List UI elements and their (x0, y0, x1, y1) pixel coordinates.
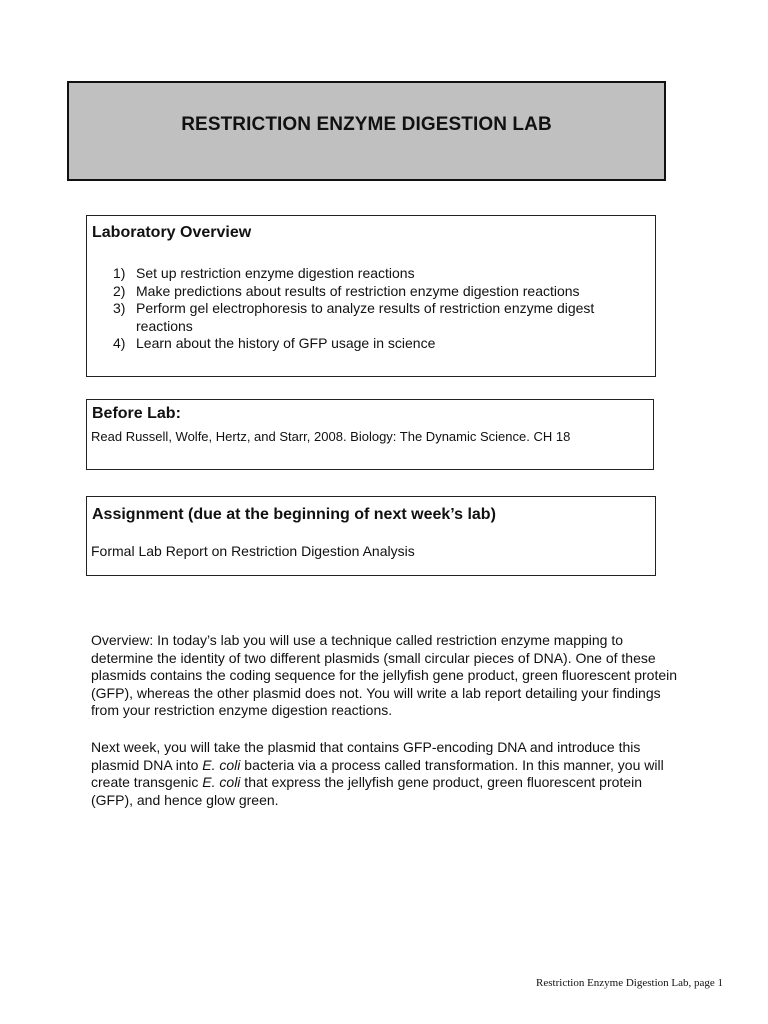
before-lab-heading: Before Lab: (92, 405, 181, 422)
laboratory-overview-box (86, 215, 656, 377)
list-item (113, 265, 636, 283)
next-week-paragraph (91, 739, 681, 809)
paragraph-text: bacteria via a process called transformation. In this manner, you will create transgenic (91, 756, 664, 791)
list-item (113, 335, 636, 353)
page-footer: Restriction Enzyme Digestion Lab, page 1 (536, 977, 723, 989)
list-item-number: 2) (113, 282, 126, 299)
before-lab-reading: Read Russell, Wolfe, Hertz, and Starr, 2008. Biology: The Dynamic Science. CH 18 (91, 429, 571, 444)
list-item-text: Make predictions about results of restriction enzyme digestion reactions (136, 282, 580, 299)
species-name: E. coli (202, 756, 241, 773)
paragraph-text: that express the jellyfish gene product, green fluorescent protein (GFP), and hence glow green. (91, 774, 642, 808)
list-item-number: 4) (113, 335, 126, 351)
assignment-heading: Assignment (due at the beginning of next week’s lab) (92, 506, 496, 523)
list-item-text: Perform gel electrophoresis to analyze results of restriction enzyme digest reactions (136, 300, 595, 334)
page-title: RESTRICTION ENZYME DIGESTION LAB (181, 114, 552, 135)
list-item (113, 300, 636, 335)
paragraph-text: Next week, you will take the plasmid that contains GFP-encoding DNA and introduce this plasmid DNA into (91, 739, 641, 773)
list-item-number: 1) (113, 265, 126, 281)
list-item-text: Learn about the history of GFP usage in science (136, 335, 436, 351)
overview-list (113, 265, 636, 353)
title-box (67, 81, 666, 181)
species-name: E. coli (202, 774, 241, 791)
list-item-number: 3) (113, 300, 126, 316)
list-item-text: Set up restriction enzyme digestion reactions (136, 265, 415, 281)
list-item (113, 283, 636, 301)
assignment-text: Formal Lab Report on Restriction Digestion Analysis (91, 543, 415, 559)
overview-paragraph: Overview: In today’s lab you will use a technique called restriction enzyme mapping to determine the identity of two different plasmids (small circular pieces of DNA). One of these plasmids contains the coding sequence for the jellyfish gene product, green fluorescent protein (GFP), whereas the other plasmid does not. You will write a lab report detailing your findings from your restriction enzyme digestion reactions. (91, 632, 678, 719)
assignment-box (86, 496, 656, 576)
overview-heading: Laboratory Overview (92, 224, 252, 241)
before-lab-box (86, 399, 654, 470)
